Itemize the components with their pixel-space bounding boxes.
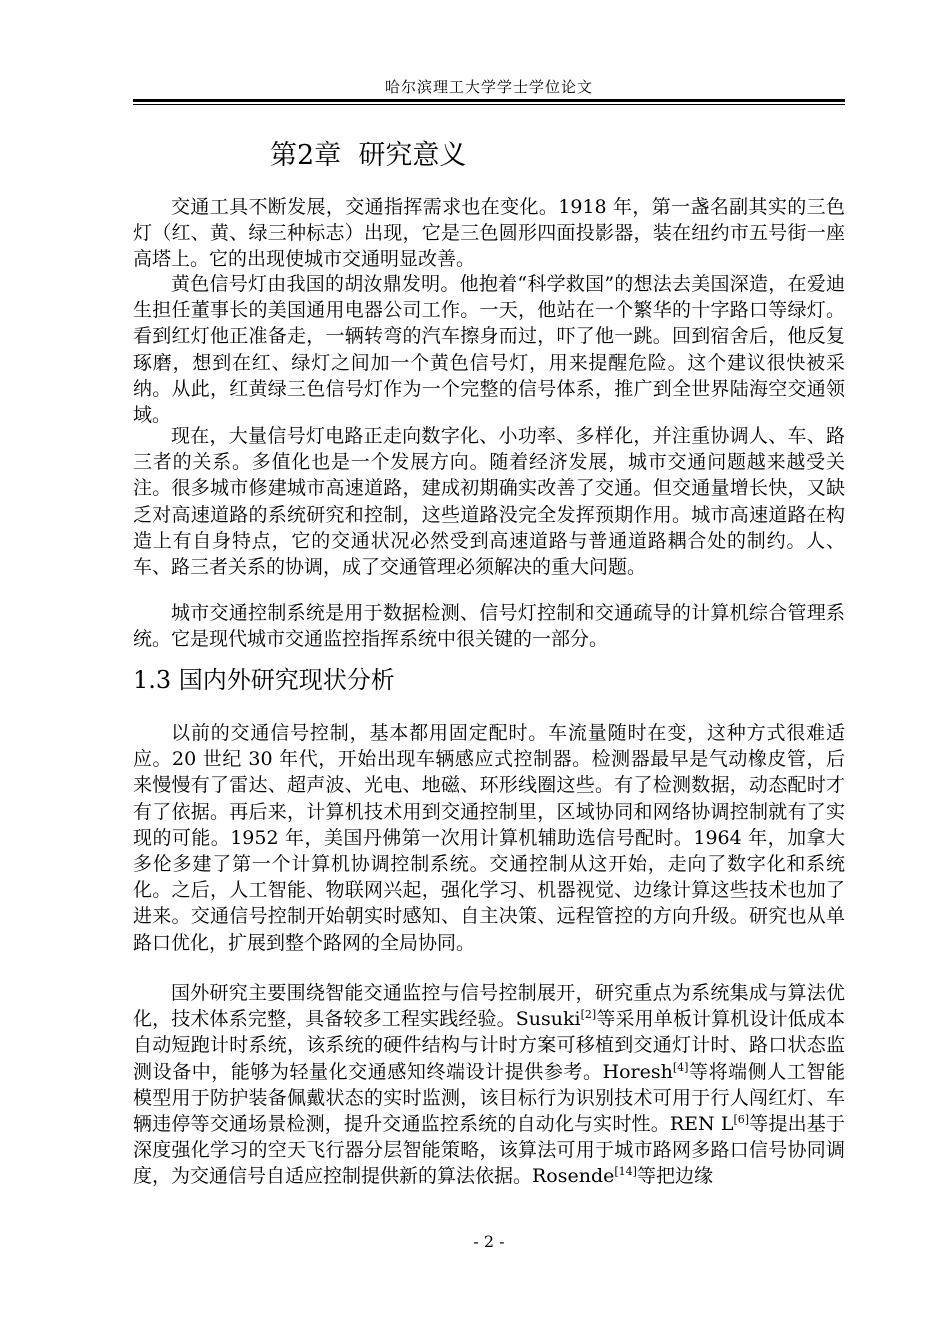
body-paragraph: 黄色信号灯由我国的胡汝鼎发明。他抱着“科学救国”的想法去美国深造，在爱迪生担任董事长的美国通用电器公司工作。一天，他站在一个繁华的十字路口等绿灯。看到红灯他正准备走，一辆转弯的汽车擦身而过，吓了他一跳。回到宿舍后，他反复琢磨，想到在红、绿灯之间加一个黄色信号灯，用来提醒危险。这个建议很快被采纳。从此，红黄绿三色信号灯作为一个完整的信号体系，推广到全世界陆海空交通领域。	[133, 273, 845, 427]
header-rule-thin	[133, 104, 845, 105]
paragraph-text: 国外研究主要围绕智能交通监控与信号控制展开，研究重点为系统集成与算法优化，技术体系完整，具备较多工程实践经验。Susuki	[133, 982, 845, 1031]
paragraph-text: 等提出基于深度强化学习的空天飞行器分层智能策略，该算法可用于城市路网多路口信号协同调度，为交通信号自适应控制提供新的算法依据。Rosende	[133, 1113, 845, 1188]
page-number: - 2 -	[473, 1232, 505, 1251]
body-paragraph: 城市交通控制系统是用于数据检测、信号灯控制和交通疏导的计算机综合管理系统。它是现代城市交通监控指挥系统中很关键的一部分。	[133, 602, 845, 651]
paragraph-text: 等将端侧人工智能模型用于防护装备佩戴状态的实时监测，该目标行为识别技术可用于行人闯红灯、车辆违停等交通场景检测，提升交通监控系统的自动化与实时性。REN L	[133, 1060, 845, 1136]
header-rule-thick	[133, 99, 845, 102]
body-paragraph-with-citations	[133, 980, 845, 1190]
paragraph-text: 等把边缘	[636, 1165, 713, 1188]
body-paragraph: 交通工具不断发展，交通指挥需求也在变化。1918 年，第一盏名副其实的三色灯（红、黄、绿三种标志）出现，它是三色圆形四面投影器，装在纽约市五号街一座高塔上。它的出现使城市交通明显改善。	[133, 196, 845, 271]
citation-ref: [14]	[614, 1165, 637, 1179]
running-header: 哈尔滨理工大学学士学位论文	[384, 78, 593, 96]
chapter-title: 第2章 研究意义	[270, 140, 467, 171]
body-paragraph: 现在，大量信号灯电路正走向数字化、小功率、多样化，并注重协调人、车、路三者的关系。多值化也是一个发展方向。随着经济发展，城市交通问题越来越受关注。很多城市修建城市高速道路，建成初期确实改善了交通。但交通量增长快，又缺乏对高速道路的系统研究和控制，这些道路没完全发挥预期作用。城市高速道路在构造上有自身特点，它的交通状况必然受到高速道路与普通道路耦合处的制约。人、车、路三者关系的协调，成了交通管理必须解决的重大问题。	[133, 425, 845, 579]
paragraph-text: 等采用单板计算机设计低成本自动短跑计时系统，该系统的硬件结构与计时方案可移植到交通灯计时、路口状态监测设备中，能够为轻量化交通感知终端设计提供参考。Horesh	[133, 1008, 845, 1083]
citation-ref: [2]	[580, 1008, 597, 1022]
section-heading: 1.3 国内外研究现状分析	[133, 666, 395, 694]
citation-ref: [4]	[672, 1060, 689, 1074]
citation-ref: [6]	[733, 1113, 750, 1127]
body-paragraph: 以前的交通信号控制，基本都用固定配时。车流量随时在变，这种方式很难适应。20 世纪 30 年代，开始出现车辆感应式控制器。检测器最早是气动橡皮管，后来慢慢有了雷达、超声波、光电、地磁、环形线圈这些。有了检测数据，动态配时才有了依据。再后来，计算机技术用到交通控制里，区域协同和网络协调控制就有了实现的可能。1952 年，美国丹佛第一次用计算机辅助选信号配时。1964 年，加拿大多伦多建了第一个计算机协调控制系统。交通控制从这开始，走向了数字化和系统化。之后，人工智能、物联网兴起，强化学习、机器视觉、边缘计算这些技术也加了进来。交通信号控制开始朝实时感知、自主决策、远程管控的方向升级。研究也从单路口优化，扩展到整个路网的全局协同。	[133, 722, 845, 954]
